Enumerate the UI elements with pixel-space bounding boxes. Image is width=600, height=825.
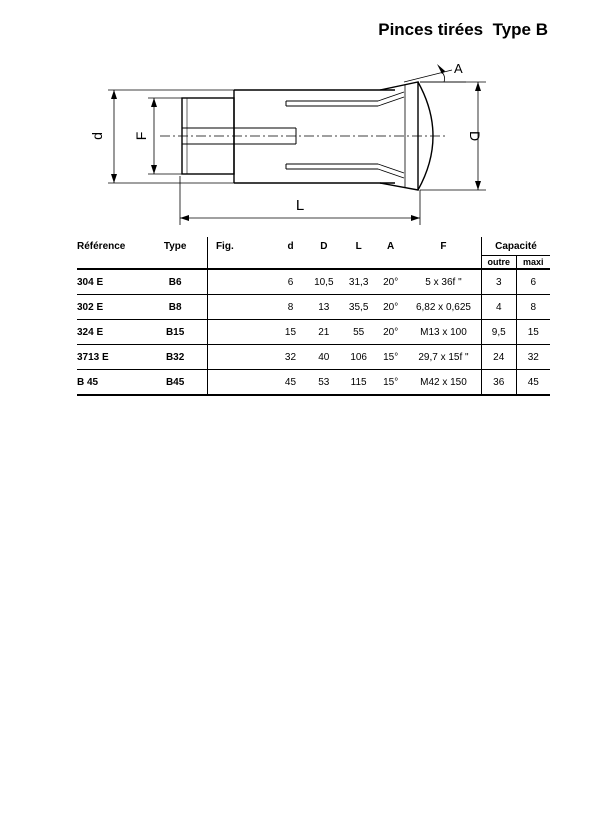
cell-d: 8 <box>287 301 294 313</box>
cell-d: 15 <box>284 326 297 338</box>
label-d: d <box>89 132 105 140</box>
cell-l: 106 <box>350 351 367 363</box>
cell-outre: 3 <box>481 269 516 295</box>
header-a: A <box>387 240 395 252</box>
cell-f: M13 x 100 <box>420 326 467 338</box>
page-title: Pinces tirées Type B <box>378 20 548 39</box>
dimension-d <box>108 90 234 183</box>
cell-outre: 9,5 <box>481 320 516 345</box>
header-big-d: D <box>320 240 328 252</box>
cell-outre: 36 <box>481 370 516 396</box>
header-d: d <box>287 240 294 252</box>
slot-upper <box>286 101 378 106</box>
cell-reference: 324 E <box>77 326 104 338</box>
cell-outre: 24 <box>481 345 516 370</box>
table-row <box>77 320 550 345</box>
table-row <box>77 269 550 295</box>
cell-l: 31,3 <box>348 276 369 288</box>
cell-a: 15° <box>383 351 399 363</box>
cell-l: 55 <box>353 326 365 338</box>
cell-type: B45 <box>165 376 185 388</box>
cell-reference: 3713 E <box>77 351 109 363</box>
threaded-section <box>182 98 234 174</box>
slot-lower <box>286 164 378 169</box>
cell-d: 32 <box>284 351 297 363</box>
header-l: L <box>355 240 362 252</box>
cell-maxi: 6 <box>516 269 550 295</box>
header-maxi: maxi <box>516 256 550 270</box>
cell-f: 5 x 36f " <box>425 276 462 288</box>
spec-table <box>77 237 550 396</box>
cell-outre: 4 <box>481 295 516 320</box>
cell-big-d: 53 <box>318 376 330 388</box>
cell-l: 115 <box>350 376 367 388</box>
header-capacite: Capacité <box>481 237 550 256</box>
table-row <box>77 370 550 396</box>
label-l: L <box>295 197 305 214</box>
label-f: F <box>133 131 149 141</box>
cell-fig <box>207 370 275 396</box>
cell-l: 35,5 <box>348 301 369 313</box>
header-type: Type <box>163 240 187 252</box>
cell-reference: B 45 <box>77 376 99 388</box>
label-big-d: D <box>467 130 483 142</box>
cell-type: B32 <box>165 351 185 363</box>
cell-type: B6 <box>168 276 182 288</box>
cell-a: 20° <box>383 276 399 288</box>
cell-type: B15 <box>165 326 185 338</box>
collet-technical-drawing <box>0 0 600 235</box>
cell-d: 6 <box>287 276 294 288</box>
cell-fig <box>207 295 275 320</box>
cell-d: 45 <box>284 376 297 388</box>
cell-a: 20° <box>383 326 399 338</box>
cell-big-d: 21 <box>318 326 330 338</box>
cell-fig <box>207 345 275 370</box>
cell-fig <box>207 269 275 295</box>
header-outre: outre <box>481 256 516 270</box>
cell-a: 20° <box>383 301 399 313</box>
table-row <box>77 345 550 370</box>
cell-reference: 302 E <box>77 301 104 313</box>
cell-maxi: 15 <box>516 320 550 345</box>
cell-big-d: 10,5 <box>314 276 334 288</box>
header-f: F <box>440 240 447 252</box>
cell-big-d: 13 <box>318 301 330 313</box>
cell-maxi: 32 <box>516 345 550 370</box>
cell-big-d: 40 <box>318 351 330 363</box>
cell-f: M42 x 150 <box>420 376 467 388</box>
cell-f: 29,7 x 15f " <box>418 351 469 363</box>
header-fig: Fig. <box>207 237 275 256</box>
cell-a: 15° <box>383 376 399 388</box>
cell-reference: 304 E <box>77 276 104 288</box>
cell-maxi: 45 <box>516 370 550 396</box>
header-reference: Référence <box>77 240 126 252</box>
table-row <box>77 295 550 320</box>
cell-f: 6,82 x 0,625 <box>415 301 471 313</box>
label-a: A <box>454 61 463 76</box>
cell-maxi: 8 <box>516 295 550 320</box>
cell-fig <box>207 320 275 345</box>
cell-type: B8 <box>168 301 182 313</box>
